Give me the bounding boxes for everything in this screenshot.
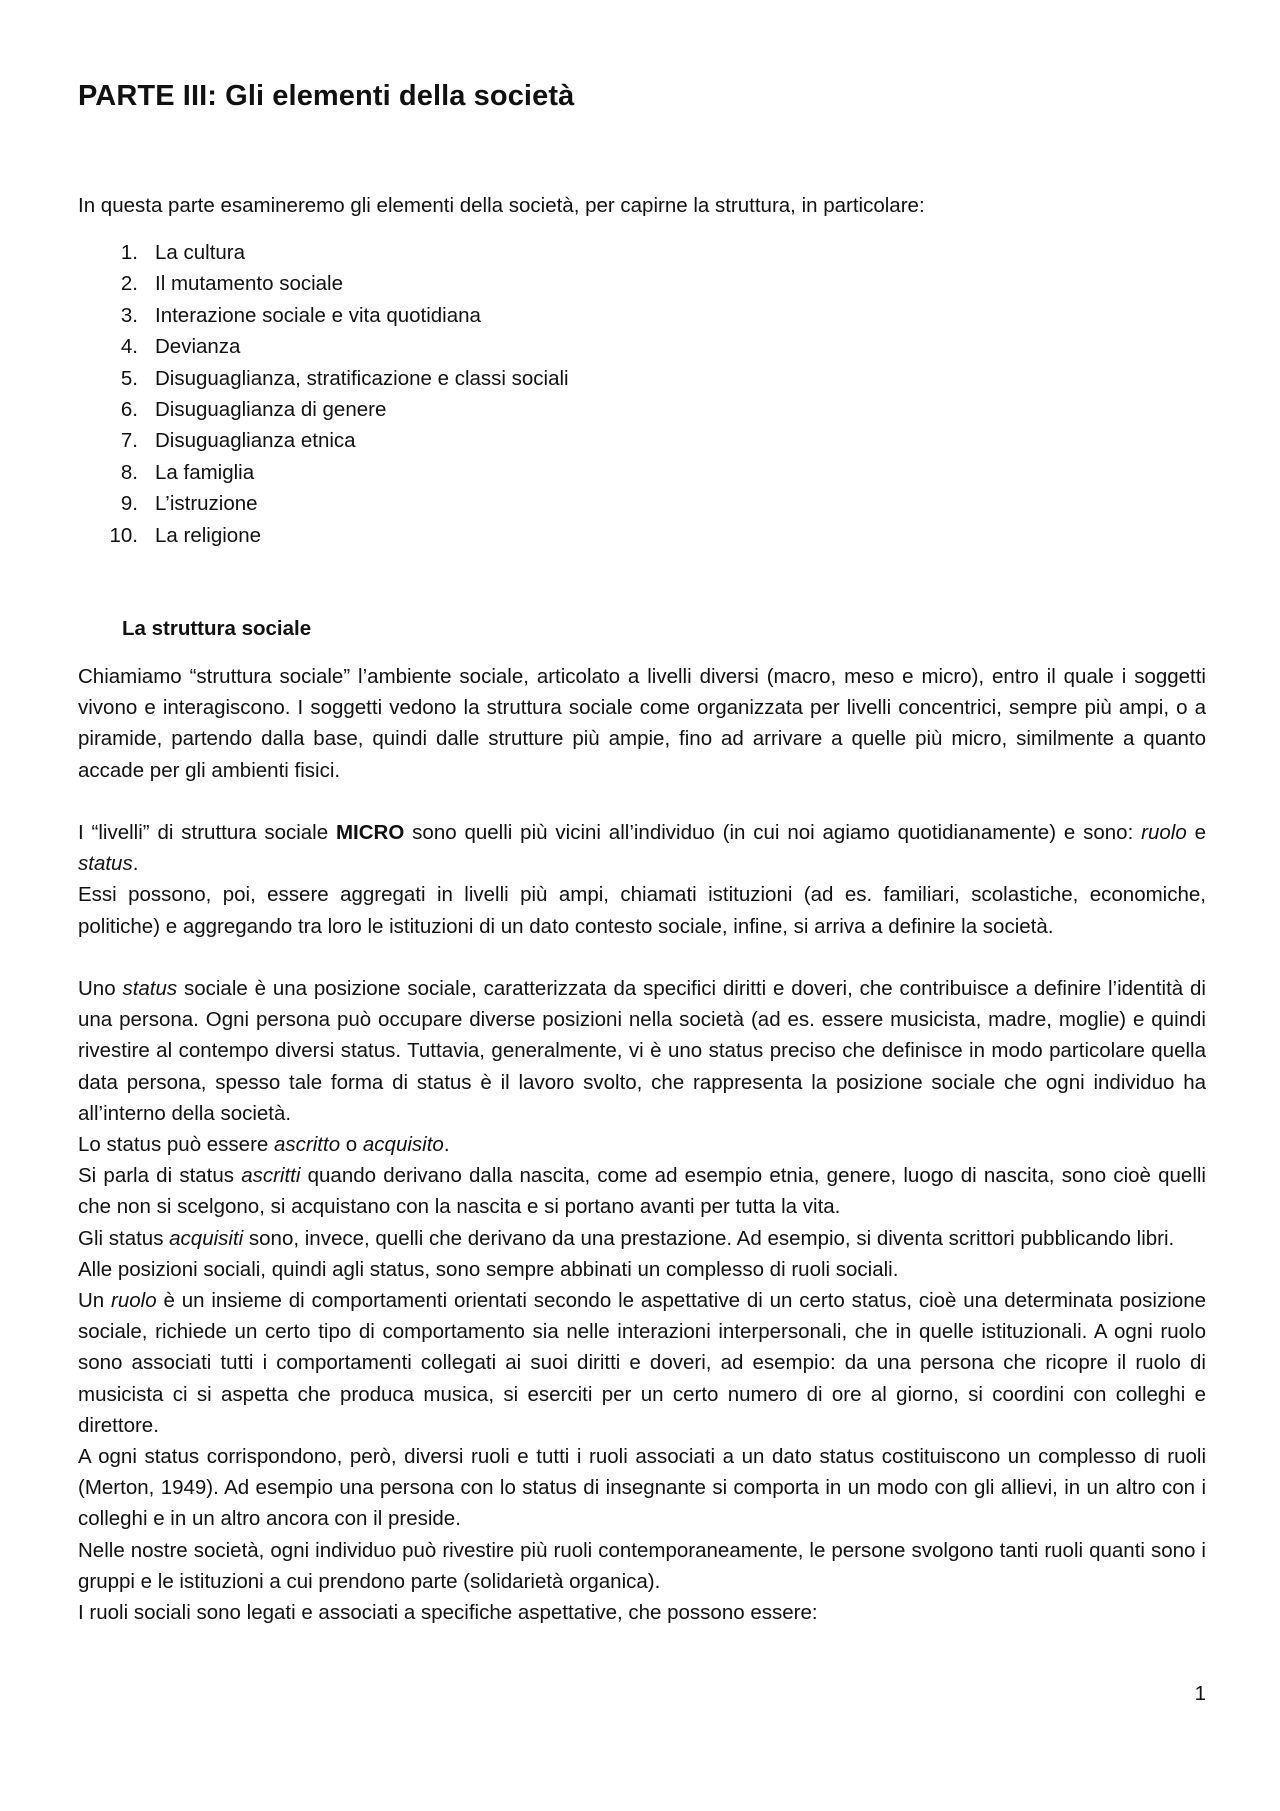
section-heading: La struttura sociale: [122, 617, 312, 640]
paragraph-status: [78, 973, 1206, 1129]
body-text: [78, 661, 1206, 1628]
list-item: [78, 520, 261, 551]
paragraph-multiple-roles: Nelle nostre società, ogni individuo può rivestire più ruoli contemporaneamente, le persone svolgono tanti ruoli quanti sono i gruppi e le istituzioni a cui prendono parte (solidarietà organica).: [78, 1538, 1206, 1593]
text-run: Lo status può essere: [78, 1133, 275, 1157]
list-item-number: 6.: [120, 397, 138, 421]
emphasis-italic: ruolo: [1141, 821, 1187, 844]
text-run: .: [443, 1133, 450, 1157]
list-item-number: 7.: [120, 429, 138, 453]
list-item: [78, 488, 258, 519]
list-item-number: 8.: [120, 460, 138, 484]
emphasis-italic: status: [122, 977, 178, 1000]
text-run: I “livelli” di struttura sociale: [78, 821, 336, 844]
list-item-label: L’istruzione: [155, 492, 258, 516]
list-item-label: La famiglia: [155, 460, 255, 484]
text-run: e: [1186, 821, 1206, 844]
text-run: sono quelli più vicini all’individuo (in cui noi agiamo quotidianamente) e sono:: [404, 821, 1142, 844]
text-run: .: [132, 852, 139, 876]
paragraph-expectations: I ruoli sociali sono legati e associati a specifiche aspettative, che possono essere:: [78, 1601, 818, 1625]
text-run: è un insieme di comportamenti orientati secondo le aspettative di un certo status, cioè una determinata posizione sociale, richiede un certo tipo di comportamento sia nelle interazioni interpersonali, che in quelle istituzionali. A ogni ruolo sono associati tutti i comportamenti collegati ai suoi diritti e doveri, ad esempio: da una persona che ricopre il ruolo di musicista ci si aspetta che produca musica, si eserciti per un certo numero di ore al giorno, si coordini con colleghi e direttore.: [78, 1289, 1206, 1437]
list-item: [78, 331, 241, 362]
text-run: Si parla di status: [78, 1164, 242, 1188]
paragraph-institutions: Essi possono, poi, essere aggregati in livelli più ampi, chiamati istituzioni (ad es. familiari, scolastiche, economiche, politiche) e aggregando tra loro le istituzioni di un dato contesto sociale, infine, si arriva a definire la società.: [78, 883, 1206, 938]
list-item-label: Devianza: [155, 335, 241, 359]
list-item-label: La cultura: [155, 241, 246, 264]
list-item-number: 10.: [109, 523, 138, 547]
paragraph-micro-levels: [78, 817, 1206, 879]
list-item-number: 9.: [120, 492, 138, 516]
text-run: Un: [78, 1289, 112, 1313]
intro-paragraph: In questa parte esamineremo gli elementi della società, per capirne la struttura, in particolare:: [78, 194, 925, 217]
paragraph-achieved-status: [78, 1223, 1206, 1254]
text-run: Uno: [78, 977, 123, 1000]
list-item-label: Disuguaglianza di genere: [155, 397, 387, 421]
list-item: [78, 268, 344, 299]
list-item-number: 2.: [120, 272, 138, 296]
paragraph-spacer: [78, 942, 1206, 973]
emphasis-italic: acquisiti: [169, 1226, 244, 1250]
text-run: sono, invece, quelli che derivano da una prestazione. Ad esempio, si diventa scrittori pubblicando libri.: [243, 1226, 1175, 1250]
list-item: [78, 457, 255, 488]
list-item: [78, 300, 481, 331]
list-item-number: 1.: [120, 241, 138, 264]
paragraph-roles-intro: Alle posizioni sociali, quindi agli status, sono sempre abbinati un complesso di ruoli sociali.: [78, 1257, 899, 1281]
text-run: quando derivano dalla nascita, come ad esempio etnia, genere, luogo di nascita, sono cioè quelli che non si scelgono, si acquistano con la nascita e si portano avanti per tutta la vita.: [78, 1164, 1206, 1219]
emphasis-bold: MICRO: [335, 821, 405, 844]
emphasis-italic: status: [78, 852, 133, 876]
list-item-number: 5.: [120, 366, 138, 390]
paragraph-role: [78, 1285, 1206, 1441]
list-item-label: Disuguaglianza, stratificazione e classi sociali: [155, 366, 569, 390]
paragraph-definition: Chiamiamo “struttura sociale” l’ambiente sociale, articolato a livelli diversi (macro, meso e micro), entro il quale i soggetti vivono e interagiscono. I soggetti vedono la struttura sociale come organizzata per livelli concentrici, sempre più ampi, o a piramide, partendo dalla base, quindi dalle strutture più ampie, fino ad arrivare a quelle più micro, similmente a quanto accade per gli ambienti fisici.: [78, 665, 1206, 782]
text-run: Gli status: [78, 1226, 170, 1250]
text-run: sociale è una posizione sociale, caratterizzata da specifici diritti e doveri, che contribuisce a definire l’identità di una persona. Ogni persona può occupare diverse posizioni nella società (ad es. essere musicista, madre, moglie) e quindi rivestire al contempo diversi status. Tuttavia, generalmente, vi è uno status preciso che definisce in modo particolare quella data persona, spesso tale forma di status è il lavoro svolto, che rappresenta la posizione sociale che ogni individuo ha all’interno della società.: [78, 977, 1206, 1125]
text-run: o: [340, 1133, 363, 1157]
paragraph-ascribed-status: [78, 1160, 1206, 1222]
paragraph-role-set: A ogni status corrispondono, però, diversi ruoli e tutti i ruoli associati a un dato status costituiscono un complesso di ruoli (Merton, 1949). Ad esempio una persona con lo status di insegnante si comporta in un modo con gli allievi, in un altro con i colleghi e in un altro ancora con il preside.: [78, 1445, 1206, 1531]
list-item-label: Interazione sociale e vita quotidiana: [155, 303, 481, 327]
page-number: 1: [1194, 1682, 1206, 1705]
list-item-label: Disuguaglianza etnica: [155, 429, 356, 453]
list-item: [78, 237, 246, 268]
emphasis-italic: acquisito: [362, 1133, 444, 1157]
list-item-label: Il mutamento sociale: [155, 272, 344, 296]
paragraph-status-types: [78, 1129, 1206, 1160]
emphasis-italic: ascritto: [274, 1133, 341, 1157]
emphasis-italic: ruolo: [111, 1289, 157, 1313]
list-item: [78, 425, 356, 456]
list-item: [78, 394, 387, 425]
list-item: [78, 363, 569, 394]
list-item-number: 4.: [120, 335, 138, 359]
list-item-label: La religione: [155, 523, 261, 547]
emphasis-italic: ascritti: [241, 1164, 301, 1188]
topics-list: [78, 237, 569, 551]
page-title: PARTE III: Gli elementi della società: [78, 80, 575, 112]
paragraph-spacer: [78, 786, 1206, 817]
list-item-number: 3.: [120, 303, 138, 327]
document-page: [78, 0, 1206, 1811]
